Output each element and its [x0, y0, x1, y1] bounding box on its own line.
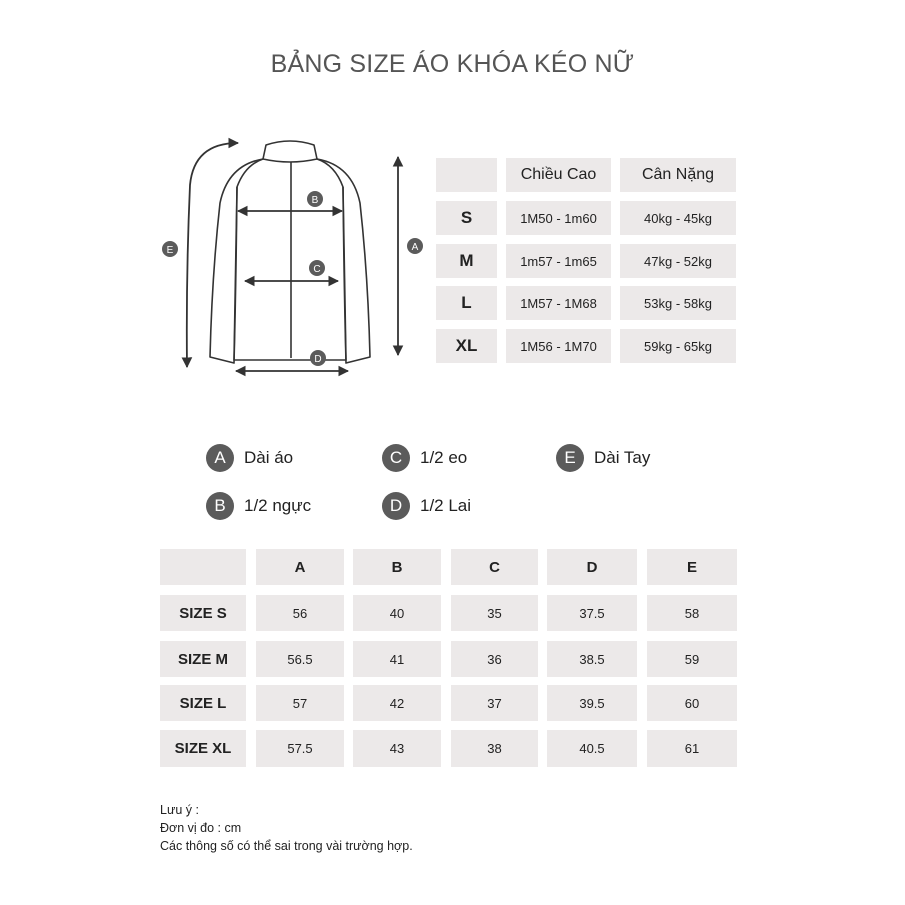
- measure-table-corner: [160, 549, 246, 585]
- measure-table-cell: 36: [451, 641, 538, 677]
- note-disclaimer: Các thông số có thể sai trong vài trường hợp.: [160, 839, 413, 853]
- size-table-weight-cell: 53kg - 58kg: [620, 286, 736, 320]
- measure-table-cell: 38: [451, 730, 538, 767]
- size-table-weight-cell: 47kg - 52kg: [620, 244, 736, 278]
- measure-table-row-label: SIZE M: [160, 641, 246, 677]
- legend-item-b: [206, 492, 311, 520]
- measure-table-cell: 41: [353, 641, 441, 677]
- size-table-row-label: S: [436, 201, 497, 235]
- size-table-row-label: L: [436, 286, 497, 320]
- size-table-weight-cell: 40kg - 45kg: [620, 201, 736, 235]
- jacket-right-sleeve: [317, 159, 370, 363]
- measure-table-cell: 42: [353, 685, 441, 721]
- jacket-body: [234, 159, 346, 360]
- measure-table-cell: 57: [256, 685, 344, 721]
- measure-table-cell: 61: [647, 730, 737, 767]
- measure-table-cell: 40.5: [547, 730, 637, 767]
- legend-label-c: 1/2 eo: [420, 448, 468, 467]
- legend-item-c: [382, 444, 467, 472]
- legend-item-e: [556, 444, 650, 472]
- measure-table-cell: 39.5: [547, 685, 637, 721]
- measure-table-cell: 37: [451, 685, 538, 721]
- measure-table-cell: 37.5: [547, 595, 637, 631]
- measure-table-cell: 35: [451, 595, 538, 631]
- measure-table-header: E: [647, 549, 737, 585]
- measure-table-cell: 56.5: [256, 641, 344, 677]
- measure-table-row-label: SIZE L: [160, 685, 246, 721]
- legend-circle-b: B: [206, 492, 234, 520]
- jacket-diagram: [150, 125, 430, 390]
- size-table-row-label: M: [436, 244, 497, 278]
- size-table-height-cell: 1M57 - 1M68: [506, 286, 611, 320]
- measure-table-cell: 40: [353, 595, 441, 631]
- measure-table-cell: 56: [256, 595, 344, 631]
- page-title: BẢNG SIZE ÁO KHÓA KÉO NỮ: [270, 50, 635, 78]
- legend-circle-e: E: [556, 444, 584, 472]
- size-table-corner: [436, 158, 497, 192]
- measure-table-cell: 43: [353, 730, 441, 767]
- measure-table-header: A: [256, 549, 344, 585]
- label-a: A: [411, 242, 419, 253]
- legend-label-a: Dài áo: [244, 448, 294, 467]
- label-c: C: [313, 264, 321, 275]
- legend-label-e: Dài Tay: [594, 448, 651, 467]
- legend-label-d: 1/2 Lai: [420, 496, 472, 515]
- size-table-height-cell: 1M50 - 1m60: [506, 201, 611, 235]
- label-b: B: [311, 195, 319, 206]
- measure-table-cell: 57.5: [256, 730, 344, 767]
- measure-table-cell: 59: [647, 641, 737, 677]
- arrow-e: [187, 143, 238, 367]
- label-d: D: [314, 354, 322, 365]
- jacket-collar: [263, 141, 317, 162]
- legend-circle-d: D: [382, 492, 410, 520]
- legend-item-a: [206, 444, 293, 472]
- legend-item-d: [382, 492, 471, 520]
- measure-table-cell: 38.5: [547, 641, 637, 677]
- legend-circle-a: A: [206, 444, 234, 472]
- measure-table-cell: 58: [647, 595, 737, 631]
- measure-table-row-label: SIZE XL: [160, 730, 246, 767]
- note-unit: Đơn vị đo : cm: [160, 821, 242, 835]
- jacket-left-sleeve: [210, 159, 263, 363]
- label-e: E: [166, 245, 174, 256]
- size-table-header-weight: Cân Nặng: [620, 158, 736, 192]
- notes: [160, 801, 413, 855]
- measure-table-header: C: [451, 549, 538, 585]
- legend-circle-c: C: [382, 444, 410, 472]
- measure-table-header: B: [353, 549, 441, 585]
- size-table-header-height: Chiều Cao: [506, 158, 611, 192]
- measure-table-header: D: [547, 549, 637, 585]
- size-table-weight-cell: 59kg - 65kg: [620, 329, 736, 363]
- measure-table-row-label: SIZE S: [160, 595, 246, 631]
- legend-label-b: 1/2 ngực: [244, 496, 312, 515]
- note-heading: Lưu ý :: [160, 803, 199, 817]
- measure-table-cell: 60: [647, 685, 737, 721]
- size-table-row-label: XL: [436, 329, 497, 363]
- size-table-height-cell: 1m57 - 1m65: [506, 244, 611, 278]
- size-table-height-cell: 1M56 - 1M70: [506, 329, 611, 363]
